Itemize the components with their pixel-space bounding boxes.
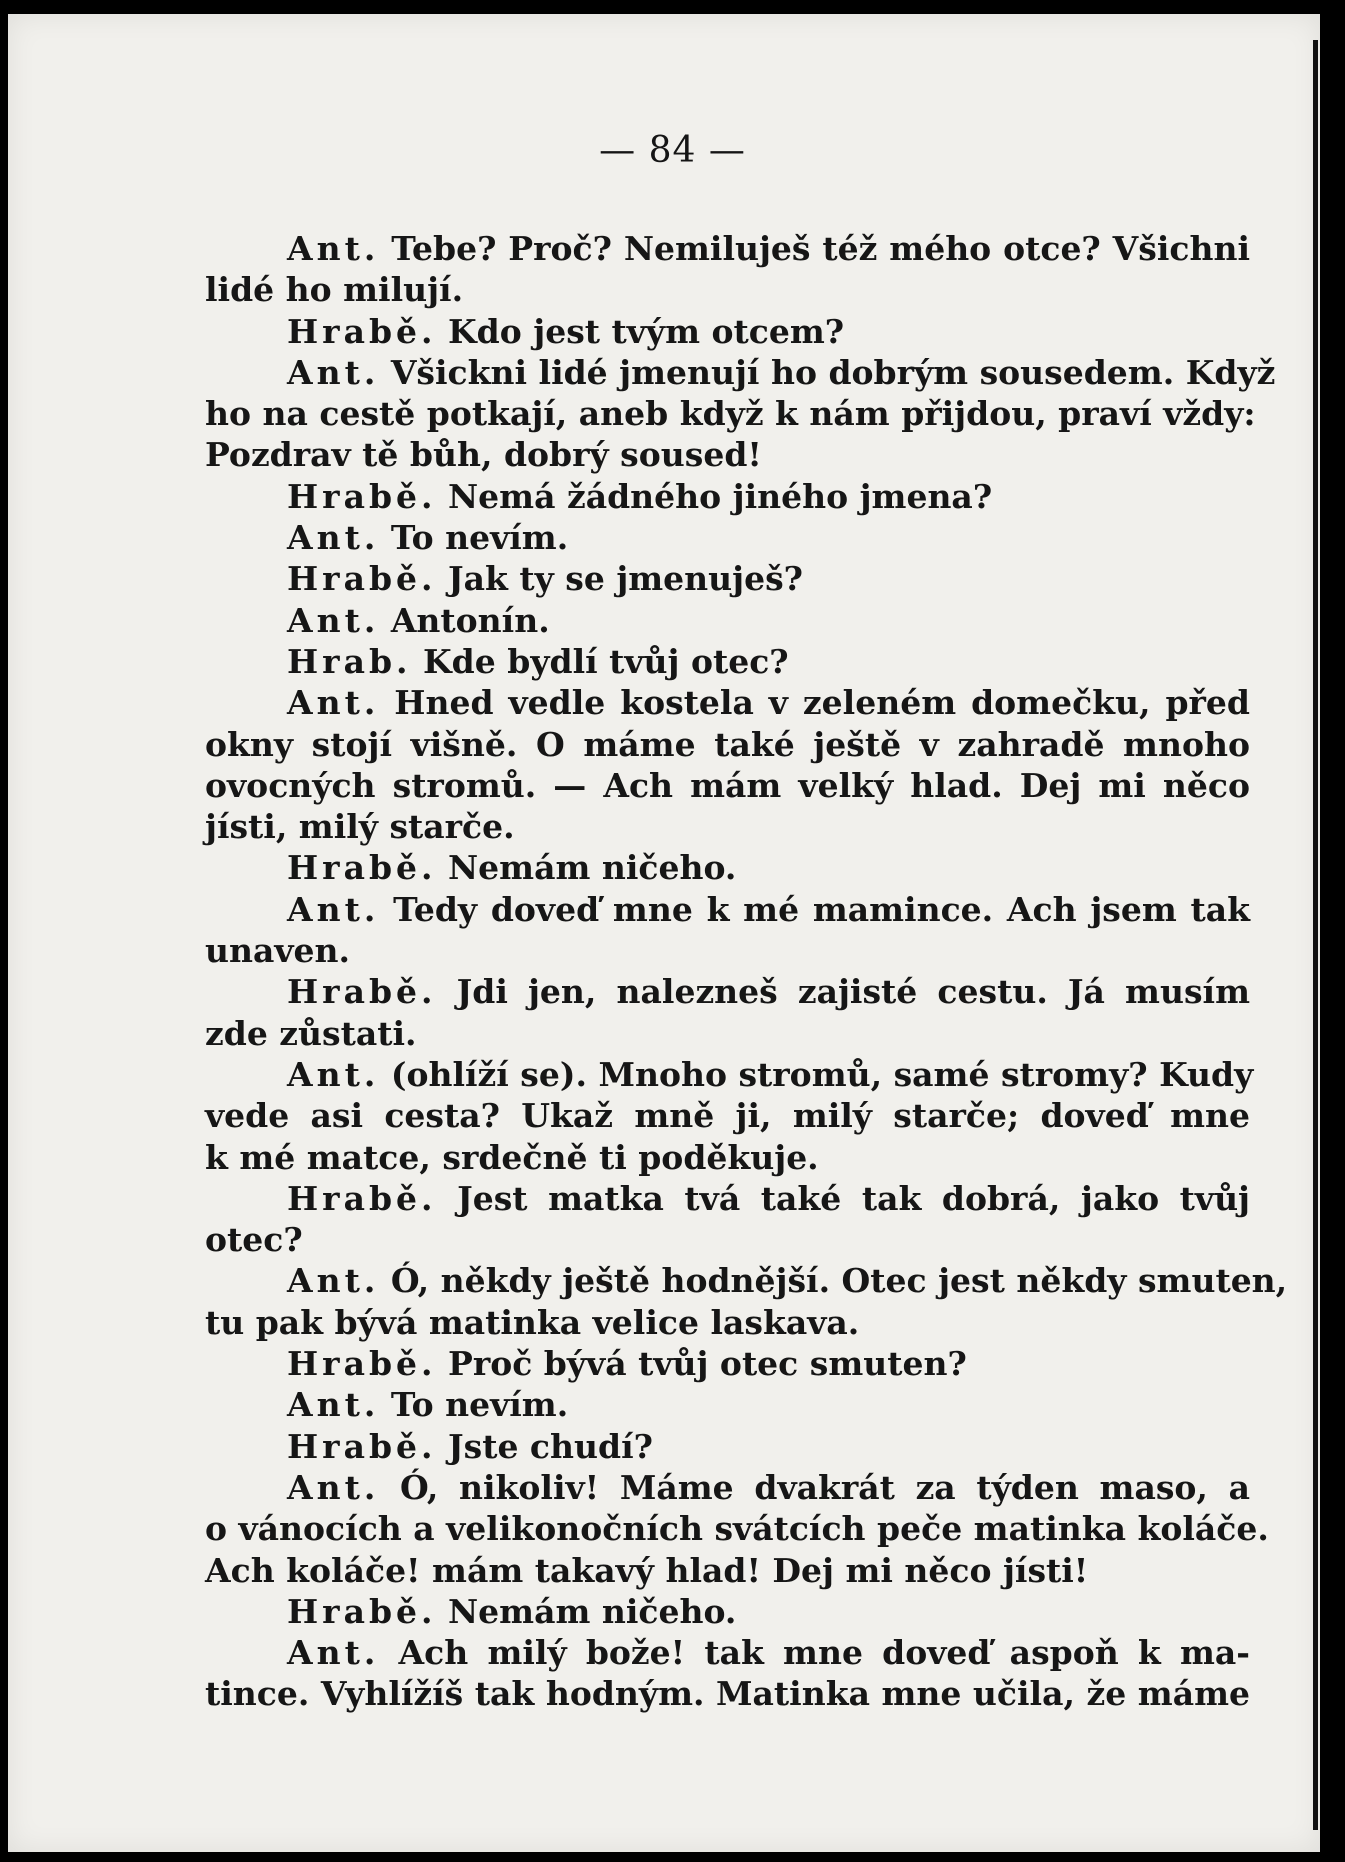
text-line: [205, 806, 1250, 847]
speaker-name: Ant.: [287, 1054, 380, 1094]
text-line: [205, 1384, 1250, 1425]
text-line: [205, 889, 1250, 930]
line-text: tu pak bývá matinka velice laskava.: [205, 1302, 860, 1342]
line-text: Jest matka tvá také tak dobrá, jako tvůj: [436, 1178, 1250, 1218]
line-text: To nevím.: [379, 518, 569, 558]
text-line: [205, 930, 1250, 971]
text-line: [205, 1467, 1250, 1508]
text-line: [205, 476, 1250, 517]
text-line: [205, 847, 1250, 888]
speaker-name: Hrabě.: [287, 476, 437, 516]
speaker-name: Ant.: [287, 1261, 380, 1301]
text-line: [205, 1137, 1250, 1178]
text-line: [205, 1302, 1250, 1343]
text-line: [205, 641, 1250, 682]
speaker-name: Hrabě.: [287, 1591, 437, 1631]
text-line: [205, 600, 1250, 641]
line-text: Antonín.: [379, 600, 550, 640]
line-text: tince. Vyhlížíš tak hodným. Matinka mne učila, že máme: [205, 1674, 1250, 1714]
speaker-name: Ant.: [287, 889, 380, 929]
line-text: ovocných stromů. — Ach mám velký hlad. Dej mi něco: [205, 765, 1250, 805]
line-text: Jdi jen, nalezneš zajisté cestu. Já musím: [436, 972, 1250, 1012]
text-line: [205, 765, 1250, 806]
line-text: Nemá žádného jiného jmena?: [436, 476, 993, 516]
speaker-name: Ant.: [287, 229, 380, 268]
text-line: [205, 1095, 1250, 1136]
line-text: (ohlíží se). Mnoho stromů, samé stromy? Kudy: [379, 1054, 1254, 1094]
line-text: Proč bývá tvůj otec smuten?: [436, 1344, 967, 1384]
text-line: [205, 1054, 1254, 1095]
line-text: Všickni lidé jmenují ho dobrým sousedem. Když: [379, 352, 1276, 392]
speaker-name: Ant.: [287, 1385, 380, 1425]
line-text: ho na cestě potkají, aneb když k nám přijdou, praví vždy:: [205, 394, 1256, 434]
speaker-name: Hrabě.: [287, 1344, 437, 1384]
speaker-name: Hrabě.: [287, 559, 437, 599]
text-line: [205, 1426, 1250, 1467]
speaker-name: Ant.: [287, 352, 380, 392]
text-line: [205, 1591, 1250, 1632]
line-text: Hned vedle kostela v zeleném domečku, před: [379, 683, 1250, 723]
page-number: — 84 —: [599, 130, 746, 171]
speaker-name: Hrabě.: [287, 1178, 437, 1218]
line-text: Jak ty se jmenuješ?: [436, 559, 804, 599]
line-text: k mé matce, srdečně ti poděkuje.: [205, 1137, 819, 1177]
text-line: [205, 971, 1250, 1012]
text-line: [205, 1673, 1250, 1714]
line-text: Kde bydlí tvůj otec?: [411, 641, 789, 681]
speaker-name: Ant.: [287, 600, 380, 640]
line-text: Jste chudí?: [436, 1426, 653, 1466]
text-line: [205, 1550, 1250, 1591]
line-text: otec?: [205, 1220, 303, 1260]
text-line: [205, 517, 1250, 558]
text-line: [205, 1260, 1288, 1301]
line-text: Ach milý bože! tak mne doveď aspoň k ma-: [379, 1633, 1250, 1673]
line-text: okny stojí višně. O máme také ještě v zahradě mnoho: [205, 724, 1250, 764]
text-line: [205, 269, 1250, 310]
text-line: [205, 228, 1250, 269]
speaker-name: Hrabě.: [287, 972, 437, 1012]
text-line: [205, 1508, 1269, 1549]
line-text: Ach koláče! mám takavý hlad! Dej mi něco jísti!: [205, 1550, 1089, 1590]
line-text: o vánocích a velikonočních svátcích peče matinka koláče.: [205, 1509, 1269, 1549]
speaker-name: Ant.: [287, 1633, 380, 1673]
line-text: To nevím.: [379, 1385, 569, 1425]
line-text: zde zůstati.: [205, 1013, 417, 1053]
line-text: unaven.: [205, 931, 351, 971]
line-text: Nemám ničeho.: [436, 848, 737, 888]
binding-edge: [1313, 40, 1318, 1830]
speaker-name: Hrab.: [287, 641, 412, 681]
text-line: [205, 1178, 1250, 1219]
text-line: [205, 311, 1250, 352]
dialogue-text: [205, 228, 1288, 1715]
text-line: [205, 352, 1276, 393]
line-text: Ó, nikoliv! Máme dvakrát za týden maso, a: [379, 1467, 1250, 1507]
speaker-name: Ant.: [287, 518, 380, 558]
line-text: Pozdrav tě bůh, dobrý soused!: [205, 435, 762, 475]
line-text: jísti, milý starče.: [205, 807, 515, 847]
line-text: Kdo jest tvým otcem?: [436, 311, 845, 351]
speaker-name: Ant.: [287, 683, 380, 723]
speaker-name: Hrabě.: [287, 311, 437, 351]
text-line: [205, 1219, 1250, 1260]
line-text: vede asi cesta? Ukaž mně ji, milý starče; doveď mne: [205, 1096, 1250, 1136]
text-line: [205, 434, 1250, 475]
text-line: [205, 1632, 1250, 1673]
line-text: Tedy doveď mne k mé mamince. Ach jsem tak: [379, 889, 1250, 929]
text-line: [205, 393, 1256, 434]
text-line: [205, 1343, 1250, 1384]
line-text: Ó, někdy ještě hodnější. Otec jest někdy smuten,: [379, 1261, 1288, 1301]
text-line: [205, 558, 1250, 599]
speaker-name: Hrabě.: [287, 848, 437, 888]
line-text: Tebe? Proč? Nemiluješ též mého otce? Všichni: [379, 229, 1250, 268]
speaker-name: Ant.: [287, 1467, 380, 1507]
text-line: [205, 1013, 1250, 1054]
line-text: lidé ho milují.: [205, 270, 464, 310]
line-text: Nemám ničeho.: [436, 1591, 737, 1631]
text-line: [205, 682, 1250, 723]
speaker-name: Hrabě.: [287, 1426, 437, 1466]
text-line: [205, 724, 1250, 765]
